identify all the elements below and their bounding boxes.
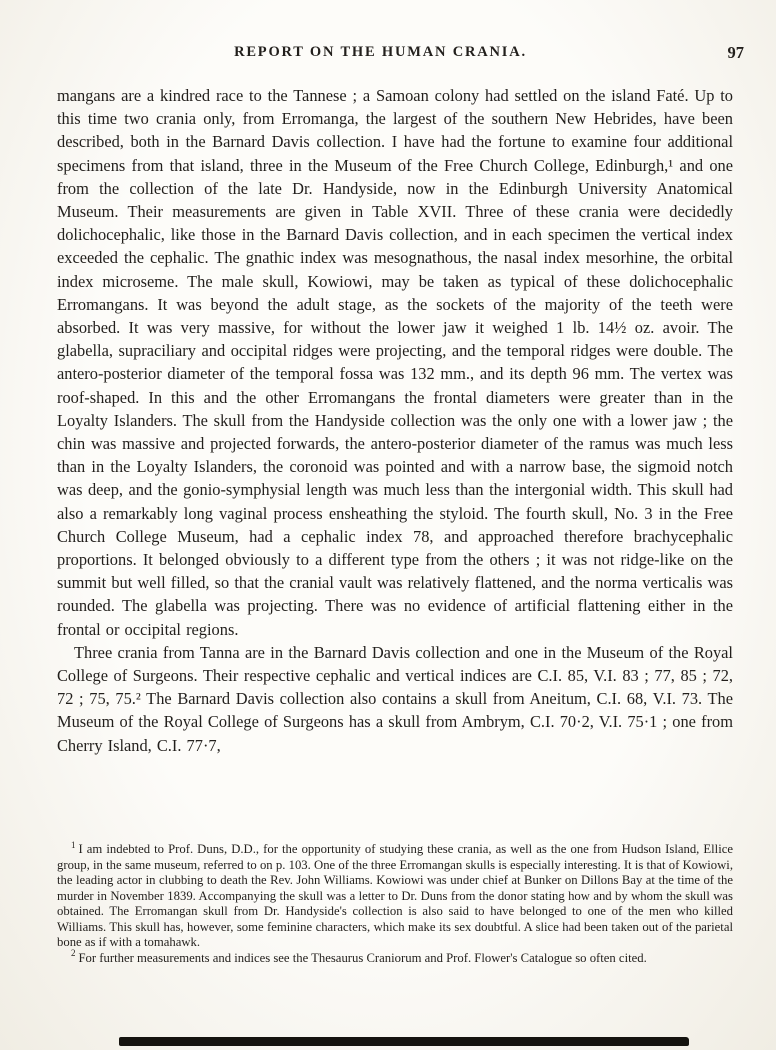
page-number: 97 xyxy=(727,43,744,62)
footnote-2 xyxy=(57,948,733,967)
footnotes xyxy=(57,839,733,966)
footnote-1-text: I am indebted to Prof. Duns, D.D., for the opportunity of studying these crania, as well as the one from Hudson Island, Ellice group, in the same museum, referred to on p. 103. One of the three Erromangan skulls is especially interesting. It is that of Kowiowi, the leading actor in clubbing to death the Rev. John Williams. Kowiowi was under chief at Bunker on Dillons Bay at the time of the murder in November 1839. Accompanying the skull was a letter to Dr. Duns from the donor stating how and by whom the skull was obtained. The Erromangan skull from Dr. Handyside's collection is also said to have belonged to one of the men who killed Williams. This skull has, however, some feminine characters, which make its sex doubtful. A slice had been taken out of the parietal bone as if with a tomahawk. xyxy=(57,842,733,949)
footnote-1-marker: 1 xyxy=(71,839,76,850)
paragraph-tanna-crania: Three crania from Tanna are in the Barnard Davis collection and one in the Museum of the Royal College of Surgeons. Their respective cephalic and vertical indices are C.I. 85, V.I. 83 ; 77, 85 ; 72, 72 ; 75, 75.² The Barnard Davis collection also contains a skull from Aneitum, C.I. 68, V.I. 73. The Museum of the Royal College of Surgeons has a skull from Ambrym, C.I. 70·2, V.I. 75·1 ; one from Cherry Island, C.I. 77·7, xyxy=(57,642,733,755)
paragraph-erromangan-crania: mangans are a kindred race to the Tannese ; a Samoan colony had settled on the island Faté. Up to this time two crania only, from Erromanga, the largest of the southern New Hebrides, have been described, both in the Barnard Davis collection. I have had the fortune to examine four additional specimens from that island, three in the Museum of the Free Church College, Edinburgh,¹ and one from the collection of the late Dr. Handyside, now in the Edinburgh University Anatomical Museum. Their measurements are given in Table XVII. Three of these crania were decidedly dolichocephalic, like those in the Barnard Davis collection, and in each specimen the vertical index exceeded the cephalic. The gnathic index was mesognathous, the nasal index mesorhine, the orbital index microseme. The male skull, Kowiowi, may be taken as typical of these dolichocephalic Erromangans. It was beyond the adult stage, as the sockets of the majority of the teeth were absorbed. It was very massive, for without the lower jaw it weighed 1 lb. 14½ oz. avoir. The glabella, supraciliary and occipital ridges were projecting, and the temporal ridges were double. The antero-posterior diameter of the temporal fossa was 132 mm., and its depth 96 mm. The vertex was roof-shaped. In this and the other Erromangans the frontal diameters were greater than in the Loyalty Islanders. The skull from the Handyside collection was the only one with a lower jaw ; the chin was massive and projected forwards, the antero-posterior diameter of the ramus was much less than in the Loyalty Islanders, the coronoid was pointed and with a narrow base, the sigmoid notch was deep, and the gonio-symphysial length was much less than the intergonial width. This skull had also a remarkably long vaginal process ensheathing the styloid. The fourth skull, No. 3 in the Free Church College Museum, had a cephalic index 78, and approached therefore brachycephalic proportions. It belonged obviously to a different type from the others ; it was not ridge-like on the summit but well filled, so that the cranial vault was relatively flattened, and the norma verticalis was rounded. The glabella was projecting. There was no evidence of artificial flattening either in the frontal or occipital regions. xyxy=(57,86,733,639)
scan-edge-artifact xyxy=(119,1037,689,1046)
footnote-2-text: For further measurements and indices see the Thesaurus Craniorum and Prof. Flower's Catalogue so often cited. xyxy=(78,950,647,965)
running-header xyxy=(57,44,744,64)
page-title: REPORT ON THE HUMAN CRANIA. xyxy=(234,44,527,60)
body-text xyxy=(57,84,733,757)
footnote-2-marker: 2 xyxy=(71,948,76,959)
footnote-1 xyxy=(57,839,733,951)
